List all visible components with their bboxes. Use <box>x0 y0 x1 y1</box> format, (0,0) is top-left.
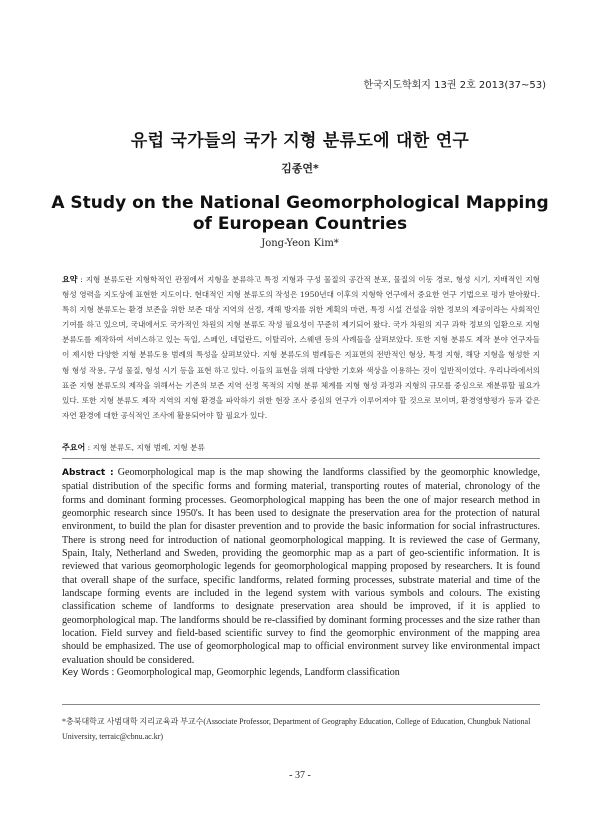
page-number: - 37 - <box>289 770 311 781</box>
korean-abstract <box>62 272 540 423</box>
korean-keywords-text: : 지형 분류도, 지형 범례, 지형 분류 <box>85 443 205 452</box>
korean-author: 김종연* <box>281 162 319 175</box>
footnote-divider <box>62 704 540 705</box>
english-abstract-label: Abstract : <box>62 468 114 478</box>
english-keywords <box>62 667 540 678</box>
english-title-line-1: A Study on the National Geomorphological Mapping <box>51 193 549 213</box>
section-divider <box>62 458 540 459</box>
english-title-line-2: of European Countries <box>192 214 408 234</box>
english-abstract-text: Geomorphological map is the map showing the landforms classified by the geomorphic knowledge, spatial distribution of the specific forms and forming material, transporting routes of material, chronology of the forms and dominant forming processes. Geomorphological mapping has been the one of major research method in geomorphic research since 1950's. It has been used to designate the preservation area for the protection of natural environment, to build the plan for disaster prevention and to provide the basic information for social infrastructures. There is strong need for introduction of national geomorphological mapping. It is reviewed the case of Germany, Spain, Italy, Netherland and Sweden, providing the geomorphic map as a part of geo-scientific information. It is reviewed that various geomorphologic legends for geomorphological mapping proposed by researchers. It is found that overall shape of the surface, specific landforms, related forming processes, substrate material and time of the landscape forming events are included in the legend system with various symbols and colours. The existing classification scheme of landforms to designate preservation area should be improved, if it is applied to geomorphological map. The landforms should be re-classified by dominant forming processes and the size rather than location. Field survey and field-based scientific survey to find the geomorphic environment of the mapping area should be emphasized. The use of geomorphological map to official environment survey like environmental impact evaluation should be considered. <box>62 467 541 666</box>
korean-keywords <box>62 442 540 453</box>
english-keywords-label: Key Words <box>62 668 109 678</box>
korean-abstract-label: 요약 <box>62 275 78 284</box>
author-footnote: *충북대학교 사범대학 지리교육과 부교수(Associate Professor, Department of Geography Education, College of Education, Chungbuk National University, terraic@cbnu.ac.kr) <box>62 717 531 741</box>
english-keywords-text: : Geomorphological map, Geomorphic legends, Landform classification <box>109 667 400 678</box>
english-title <box>0 193 600 235</box>
korean-keywords-label: 주요어 <box>62 443 86 452</box>
english-author: Jong-Yeon Kim* <box>261 238 339 249</box>
journal-reference: 한국지도학회지 13권 2호 2013(37~53) <box>363 80 546 91</box>
korean-abstract-text: : 지형 분류도란 지형학적인 관점에서 지형을 분류하고 특정 지형과 구성 물질의 공간적 분포, 물질의 이동 경로, 형성 시기, 지배적인 지형 형성 영력을 지도상에 표현한 지도이다. 현대적인 지형 분류도의 작성은 1950년대 이후의 지형학 연구에서 중요한 연구 기법으로 평가 받아왔다. 특히 지형 분류도는 환경 보존을 위한 보존 대상 지역의 선정, 재해 방지를 위한 계획의 마련, 특정 시설 건설을 위한 정보의 제공이라는 사회적인 기여를 하고 있으며, 국내에서도 국가적인 차원의 지형 분류도 작성 필요성이 꾸준히 제기되어 왔다. 국가 차원의 지구 과학 정보의 일환으로 지형 분류도를 제작하여 서비스하고 있는 독일, 스페인, 네덜란드, 이탈리아, 스웨덴 등의 사례들을 살펴보았다. 또한 지형 분류도 제작 분야 연구자들이 제시한 다양한 지형 분류도용 범례의 특성을 살펴보았다. 지형 분류도의 범례들은 지표면의 전반적인 형상, 특정 지형, 해당 지형을 형성한 지형 형성 작용, 구성 물질, 형성 시기 등을 표현 하고 있다. 이들의 표현을 위해 다양한 기호와 색상을 이용하는 것이 일반적이었다. 우리나라에서의 표준 지형 분류도의 제작을 위해서는 기존의 보존 지역 선정 목적의 지형 분류 체계를 지형 형성 과정과 지형의 규모를 중심으로 재분류할 필요가 있다. 또한 지형 분류도 제작 지역의 지형 환경을 파악하기 위한 현장 조사 중심의 연구가 이루어져야 할 것으로 보이며, 환경영향평가 등과 같은 자연 환경에 대한 공식적인 조사에 활용되어야 할 필요가 있다. <box>62 275 540 420</box>
english-abstract <box>62 466 540 667</box>
korean-title: 유럽 국가들의 국가 지형 분류도에 대한 연구 <box>130 131 470 151</box>
